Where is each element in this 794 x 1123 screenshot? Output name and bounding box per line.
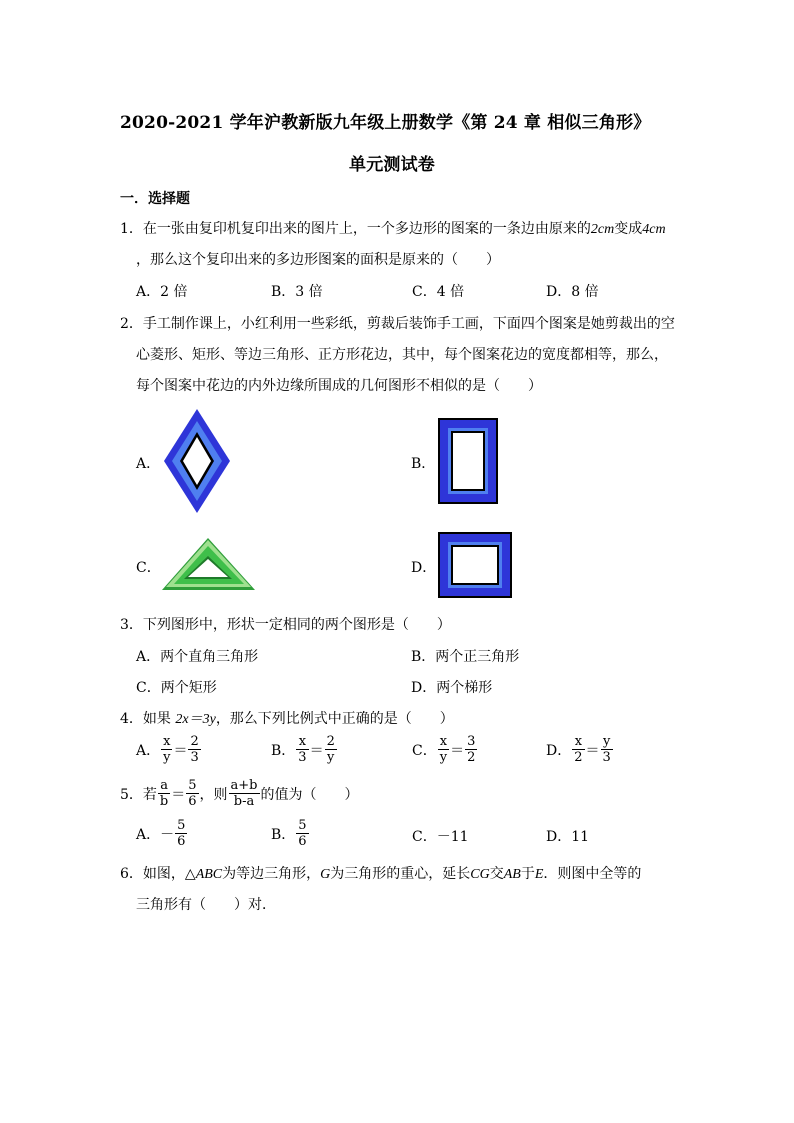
fraction-left: $\frac{x}{y}$ bbox=[439, 734, 448, 765]
q1-option-c: C．4 倍 bbox=[412, 284, 465, 300]
q5-number: 5． bbox=[120, 786, 143, 803]
fraction-right: $\frac{2}{y}$ bbox=[326, 734, 335, 765]
hollow-triangle-figure bbox=[160, 536, 258, 592]
q6-line1: 6．如图，△ABC为等边三角形，G为三角形的重心，延长CG交AB于E．则图中全等的 bbox=[120, 866, 642, 882]
q6-number: 6． bbox=[120, 866, 143, 882]
q2-label-b: B． bbox=[411, 456, 436, 472]
q4-number: 4． bbox=[120, 711, 143, 727]
q5-option-c: C．－11 bbox=[412, 829, 469, 845]
q1-line2: ，那么这个复印出来的多边形图案的面积是原来的（ ） bbox=[136, 252, 500, 268]
fraction-left: $\frac{x}{y}$ bbox=[163, 734, 171, 765]
q5-option-b bbox=[271, 818, 310, 849]
q4-text-b: ，那么下列比例式中正确的是（ ） bbox=[215, 711, 454, 727]
option-label: D． bbox=[546, 742, 572, 759]
q4-text-a: 如果 bbox=[142, 711, 176, 727]
q2-line1 bbox=[120, 313, 675, 333]
q3-option-a: A．两个直角三角形 bbox=[136, 649, 259, 665]
q4-expression: 2x＝3y bbox=[175, 712, 216, 727]
fraction-five-sixths: $\frac{5}{6}$ bbox=[188, 778, 197, 809]
q2-number: 2． bbox=[120, 316, 143, 332]
q2-line2: 心菱形、矩形、等边三角形、正方形花边，其中，每个图案花边的宽度都相等，那么， bbox=[136, 347, 668, 363]
q1-value-2: 4cm bbox=[642, 222, 666, 237]
fraction: $\frac{5}{6}$ bbox=[177, 818, 186, 849]
fraction-a-over-b: $\frac{a}{b}$ bbox=[159, 778, 169, 809]
fraction-left: $\frac{x}{2}$ bbox=[574, 734, 583, 765]
hollow-rectangle-figure bbox=[438, 418, 498, 504]
fraction-right: $\frac{3}{2}$ bbox=[467, 734, 476, 765]
q2-text-1: 手工制作课上，小红利用一些彩纸，剪裁后装饰手工画，下面四个图案是她剪裁出的空 bbox=[142, 316, 675, 332]
q2-label-d: D． bbox=[411, 560, 437, 576]
q1-text-a: 在一张由复印机复印出来的图片上，一个多边形的图案的一条边由原来的 bbox=[142, 221, 591, 237]
hollow-rhombus-figure bbox=[163, 408, 231, 514]
fraction-right: $\frac{y}{3}$ bbox=[602, 734, 611, 765]
section-heading: 一．选择题 bbox=[120, 191, 190, 207]
q5-option-a bbox=[136, 818, 188, 849]
q3-text: 下列图形中，形状一定相同的两个图形是（ ） bbox=[142, 617, 451, 633]
page-title-line2: 单元测试卷 bbox=[349, 155, 435, 175]
q2-label-a: A． bbox=[136, 456, 161, 472]
q1-value-1: 2cm bbox=[590, 222, 615, 237]
q1-option-a: A．2 倍 bbox=[136, 284, 188, 300]
q4-line1 bbox=[120, 708, 454, 728]
q5-line1: 5．若 $\frac{a}{b}$ ＝ $\frac{5}{6}$ ，则 $\frac{a+b}{b-a}$ 的值为（ ） bbox=[120, 778, 359, 809]
q3-line1 bbox=[120, 614, 451, 634]
fraction-left: $\frac{x}{3}$ bbox=[298, 734, 307, 765]
option-label: C． bbox=[412, 742, 437, 759]
q1-number: 1． bbox=[120, 221, 143, 237]
fraction-expression: $\frac{a+b}{b-a}$ bbox=[230, 778, 258, 809]
q5-text-c: 的值为（ ） bbox=[260, 786, 359, 803]
q2-label-c: C． bbox=[136, 560, 161, 576]
q5-text-b: ，则 bbox=[199, 786, 228, 803]
q1-text-b: 变成 bbox=[614, 221, 643, 237]
q4-option-a: A． $\frac{x}{y}$ ＝ $\frac{2}{3}$ bbox=[136, 734, 199, 765]
option-label: A．－ bbox=[136, 826, 175, 843]
option-label: B． bbox=[271, 826, 296, 843]
page-title-line1: 2020-2021 学年沪教新版九年级上册数学《第 24 章 相似三角形》 bbox=[120, 113, 651, 133]
q1-option-b: B．3 倍 bbox=[271, 284, 323, 300]
q3-option-d: D．两个梯形 bbox=[411, 680, 493, 696]
q5-text-a: 若 bbox=[142, 786, 157, 803]
q2-line3: 每个图案中花边的内外边缘所围成的几何图形不相似的是（ ） bbox=[136, 378, 542, 394]
q1-line1 bbox=[120, 218, 666, 238]
q3-option-c: C．两个矩形 bbox=[136, 680, 217, 696]
hollow-square-figure bbox=[438, 532, 512, 598]
q3-option-b: B．两个正三角形 bbox=[411, 649, 520, 665]
q5-option-d: D．11 bbox=[546, 829, 590, 845]
q6-line2: 三角形有（ ）对． bbox=[136, 897, 276, 913]
q4-option-c: C． $\frac{x}{y}$ ＝ $\frac{3}{2}$ bbox=[412, 734, 476, 765]
q4-option-b: B． $\frac{x}{3}$ ＝ $\frac{2}{y}$ bbox=[271, 734, 335, 765]
q3-number: 3． bbox=[120, 617, 143, 633]
fraction-right: $\frac{2}{3}$ bbox=[190, 734, 199, 765]
fraction: $\frac{5}{6}$ bbox=[298, 818, 307, 849]
q1-option-d: D．8 倍 bbox=[546, 284, 599, 300]
option-label: A． bbox=[136, 742, 161, 759]
q4-option-d: D． $\frac{x}{2}$ ＝ $\frac{y}{3}$ bbox=[546, 734, 611, 765]
option-label: B． bbox=[271, 742, 296, 759]
